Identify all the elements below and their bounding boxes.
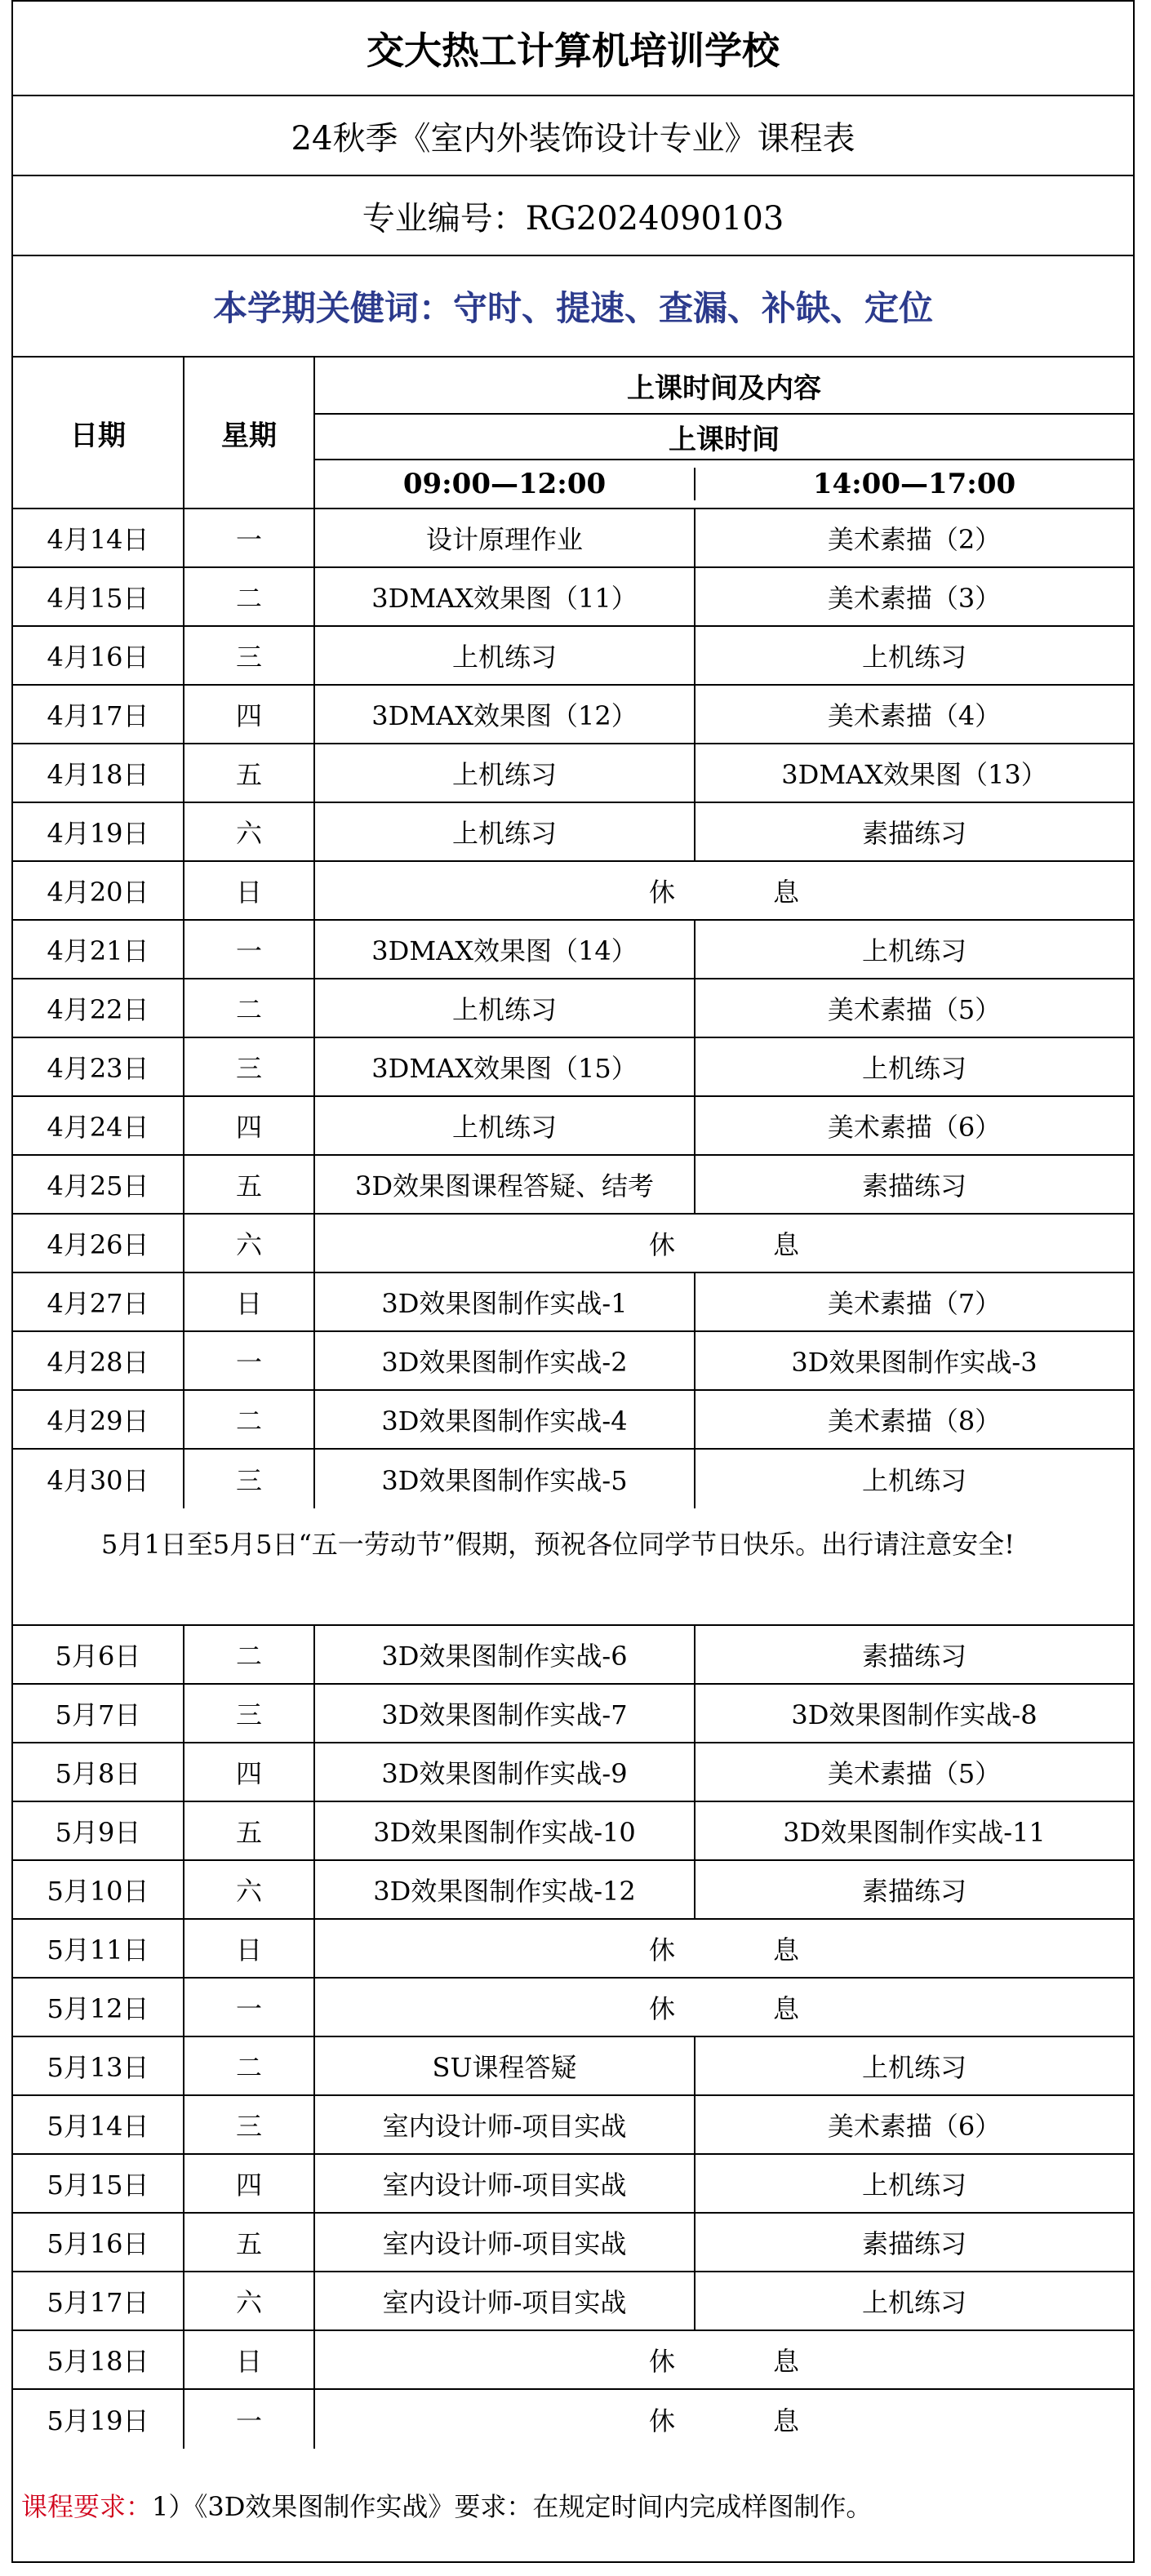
morning-cell: 设计原理作业 (315, 509, 695, 566)
requirement-label: 课程要求： (21, 2491, 153, 2522)
date-cell: 4月14日 (13, 509, 184, 566)
weekday-cell: 四 (184, 1743, 315, 1801)
weekday-cell: 二 (184, 568, 315, 625)
weekday-cell: 一 (184, 509, 315, 566)
date-cell: 5月13日 (13, 2037, 184, 2094)
rest-label: 休 (648, 1934, 675, 1965)
date-cell: 5月14日 (13, 2096, 184, 2153)
date-cell: 4月27日 (13, 1273, 184, 1330)
afternoon-cell: 3D效果图制作实战-11 (783, 1817, 1046, 1848)
afternoon-cell: 上机练习 (861, 2170, 967, 2201)
table-row (13, 1861, 1133, 1920)
holiday-notice: 5月1日至5月5日“五一劳动节”假期，预祝各位同学节日快乐。出行请注意安全! (13, 1508, 1133, 1626)
weekday-cell: 三 (184, 1038, 315, 1095)
header-content (315, 358, 1133, 508)
rest-day-row (13, 1920, 1133, 1979)
date-cell: 4月28日 (13, 1332, 184, 1389)
weekday-cell: 三 (184, 2096, 315, 2153)
weekday-cell: 三 (184, 1685, 315, 1742)
morning-cell: 室内设计师-项目实战 (315, 2096, 695, 2153)
table-row (13, 1802, 1133, 1861)
semester-keywords: 本学期关健词：守时、提速、查漏、补缺、定位 (13, 256, 1133, 358)
weekday-cell: 二 (184, 2037, 315, 2094)
morning-cell: 上机练习 (315, 803, 695, 860)
afternoon-cell: 美术素描（2） (827, 524, 1002, 555)
morning-cell: 3D效果图制作实战-12 (315, 1861, 695, 1918)
date-cell: 4月18日 (13, 744, 184, 802)
afternoon-cell: 3DMAX效果图（13） (781, 759, 1047, 790)
table-row (13, 1156, 1133, 1215)
rest-label: 息 (773, 1229, 800, 1260)
rest-label: 休 (648, 1229, 675, 1260)
table-row (13, 568, 1133, 627)
header-time-title: 上课时间 (315, 415, 1133, 460)
morning-cell: 3D效果图制作实战-2 (315, 1332, 695, 1389)
date-cell: 5月7日 (13, 1685, 184, 1742)
morning-cell: 3D效果图制作实战-5 (315, 1450, 695, 1508)
afternoon-cell: 美术素描（6） (827, 1112, 1002, 1143)
afternoon-cell: 上机练习 (861, 2052, 967, 2083)
date-cell: 4月19日 (13, 803, 184, 860)
afternoon-cell: 美术素描（8） (827, 1406, 1002, 1437)
morning-cell: 上机练习 (315, 627, 695, 684)
afternoon-cell: 美术素描（5） (827, 994, 1002, 1025)
afternoon-cell: 素描练习 (861, 818, 967, 849)
weekday-cell: 六 (184, 1215, 315, 1272)
weekday-cell: 一 (184, 1332, 315, 1389)
afternoon-cell: 美术素描（4） (827, 700, 1002, 731)
weekday-cell: 三 (184, 1450, 315, 1508)
date-cell: 5月18日 (13, 2331, 184, 2388)
rest-day-row (13, 2331, 1133, 2390)
afternoon-cell: 上机练习 (861, 1053, 967, 1084)
schedule-rows-may (13, 1626, 1133, 2449)
rest-label: 休 (648, 877, 675, 908)
morning-cell: 3DMAX效果图（11） (315, 568, 695, 625)
table-row (13, 627, 1133, 686)
date-cell: 5月15日 (13, 2155, 184, 2212)
date-cell: 5月11日 (13, 1920, 184, 1977)
course-requirement (13, 2449, 1133, 2561)
morning-cell: 3D效果图制作实战-10 (315, 1802, 695, 1859)
date-cell: 4月25日 (13, 1156, 184, 1213)
morning-cell: 上机练习 (315, 1097, 695, 1154)
date-cell: 5月12日 (13, 1979, 184, 2036)
afternoon-cell: 美术素描（5） (827, 1758, 1002, 1789)
weekday-cell: 日 (184, 1273, 315, 1330)
weekday-cell: 四 (184, 1097, 315, 1154)
date-cell: 4月20日 (13, 862, 184, 919)
afternoon-cell: 素描练习 (861, 1641, 967, 1672)
afternoon-cell: 美术素描（7） (827, 1288, 1002, 1319)
weekday-cell: 日 (184, 862, 315, 919)
afternoon-cell: 素描练习 (861, 1170, 967, 1201)
rest-label: 休 (648, 2346, 675, 2377)
header-time-slots (315, 460, 1133, 508)
header-content-title: 上课时间及内容 (315, 358, 1133, 415)
table-row (13, 979, 1133, 1038)
school-name: 交大热工计算机培训学校 (13, 2, 1133, 96)
course-title: 24秋季《室内外装饰设计专业》课程表 (13, 96, 1133, 176)
morning-cell: 3D效果图课程答疑、结考 (315, 1156, 695, 1213)
date-cell: 4月21日 (13, 921, 184, 978)
rest-cell (315, 1920, 1133, 1977)
date-cell: 4月23日 (13, 1038, 184, 1095)
weekday-cell: 五 (184, 744, 315, 802)
morning-cell: 3D效果图制作实战-9 (315, 1743, 695, 1801)
schedule-rows-april (13, 509, 1133, 1508)
table-row (13, 1685, 1133, 1743)
afternoon-cell: 上机练习 (861, 2287, 967, 2318)
date-cell: 5月8日 (13, 1743, 184, 1801)
weekday-cell: 二 (184, 1391, 315, 1448)
date-cell: 4月15日 (13, 568, 184, 625)
weekday-cell: 三 (184, 627, 315, 684)
weekday-cell: 四 (184, 686, 315, 743)
table-row (13, 1743, 1133, 1802)
date-cell: 4月30日 (13, 1450, 184, 1508)
morning-cell: SU课程答疑 (315, 2037, 695, 2094)
weekday-cell: 日 (184, 2331, 315, 2388)
rest-cell (315, 862, 1133, 919)
rest-label: 息 (773, 1993, 800, 2024)
afternoon-cell: 上机练习 (861, 935, 967, 966)
table-row (13, 1391, 1133, 1450)
rest-cell (315, 1215, 1133, 1272)
rest-cell (315, 1979, 1133, 2036)
rest-day-row (13, 1979, 1133, 2037)
rest-day-row (13, 1215, 1133, 1273)
date-cell: 5月9日 (13, 1802, 184, 1859)
weekday-cell: 六 (184, 1861, 315, 1918)
table-row (13, 686, 1133, 744)
table-row (13, 2214, 1133, 2272)
weekday-cell: 六 (184, 2272, 315, 2330)
rest-label: 息 (773, 2346, 800, 2377)
table-row (13, 1626, 1133, 1685)
weekday-cell: 五 (184, 2214, 315, 2271)
morning-cell: 上机练习 (315, 744, 695, 802)
rest-day-row (13, 2390, 1133, 2449)
morning-cell: 室内设计师-项目实战 (315, 2155, 695, 2212)
morning-cell: 3D效果图制作实战-6 (315, 1626, 695, 1683)
afternoon-cell: 3D效果图制作实战-3 (791, 1347, 1038, 1378)
rest-cell (315, 2331, 1133, 2388)
table-row (13, 803, 1133, 862)
date-cell: 4月17日 (13, 686, 184, 743)
schedule-sheet (11, 0, 1135, 2563)
date-cell: 4月26日 (13, 1215, 184, 1272)
table-header (13, 358, 1133, 509)
table-row (13, 2096, 1133, 2155)
afternoon-cell: 素描练习 (861, 1876, 967, 1907)
morning-cell: 上机练习 (315, 979, 695, 1037)
table-row (13, 1450, 1133, 1508)
rest-label: 息 (773, 877, 800, 908)
table-row (13, 2155, 1133, 2214)
date-cell: 5月19日 (13, 2390, 184, 2449)
table-row (13, 1332, 1133, 1391)
table-row (13, 921, 1133, 979)
morning-cell: 3DMAX效果图（14） (315, 921, 695, 978)
table-row (13, 1097, 1133, 1156)
date-cell: 5月6日 (13, 1626, 184, 1683)
rest-cell (315, 2390, 1133, 2449)
morning-cell: 3DMAX效果图（15） (315, 1038, 695, 1095)
weekday-cell: 五 (184, 1802, 315, 1859)
morning-cell: 室内设计师-项目实战 (315, 2214, 695, 2271)
afternoon-cell: 上机练习 (861, 642, 967, 673)
weekday-cell: 二 (184, 979, 315, 1037)
header-weekday: 星期 (184, 358, 315, 508)
weekday-cell: 二 (184, 1626, 315, 1683)
table-row (13, 1038, 1133, 1097)
table-row (13, 2272, 1133, 2331)
date-cell: 5月17日 (13, 2272, 184, 2330)
weekday-cell: 一 (184, 2390, 315, 2449)
table-row (13, 744, 1133, 803)
date-cell: 4月16日 (13, 627, 184, 684)
table-row (13, 1273, 1133, 1332)
rest-label: 休 (648, 1993, 675, 2024)
table-row (13, 2037, 1133, 2096)
rest-label: 休 (648, 2405, 675, 2436)
morning-cell: 3D效果图制作实战-7 (315, 1685, 695, 1742)
afternoon-cell: 上机练习 (861, 1465, 967, 1496)
afternoon-cell: 素描练习 (861, 2228, 967, 2259)
requirement-text: 1）《3D效果图制作实战》要求：在规定时间内完成样图制作。 (152, 2491, 873, 2522)
weekday-cell: 六 (184, 803, 315, 860)
weekday-cell: 四 (184, 2155, 315, 2212)
afternoon-cell: 美术素描（3） (827, 583, 1002, 614)
rest-label: 息 (773, 2405, 800, 2436)
morning-cell: 3DMAX效果图（12） (315, 686, 695, 743)
date-cell: 5月10日 (13, 1861, 184, 1918)
morning-cell: 3D效果图制作实战-1 (315, 1273, 695, 1330)
weekday-cell: 一 (184, 1979, 315, 2036)
weekday-cell: 五 (184, 1156, 315, 1213)
date-cell: 5月16日 (13, 2214, 184, 2271)
header-afternoon-slot: 14:00—17:00 (812, 468, 1016, 500)
afternoon-cell: 3D效果图制作实战-8 (791, 1699, 1038, 1730)
afternoon-cell: 美术素描（6） (827, 2111, 1002, 2142)
program-code: 专业编号：RG2024090103 (13, 176, 1133, 256)
rest-label: 息 (773, 1934, 800, 1965)
header-morning-slot: 09:00—12:00 (315, 468, 695, 500)
rest-day-row (13, 862, 1133, 921)
table-row (13, 509, 1133, 568)
header-date: 日期 (13, 358, 184, 508)
date-cell: 4月24日 (13, 1097, 184, 1154)
morning-cell: 3D效果图制作实战-4 (315, 1391, 695, 1448)
date-cell: 4月29日 (13, 1391, 184, 1448)
morning-cell: 室内设计师-项目实战 (315, 2272, 695, 2330)
date-cell: 4月22日 (13, 979, 184, 1037)
weekday-cell: 一 (184, 921, 315, 978)
weekday-cell: 日 (184, 1920, 315, 1977)
